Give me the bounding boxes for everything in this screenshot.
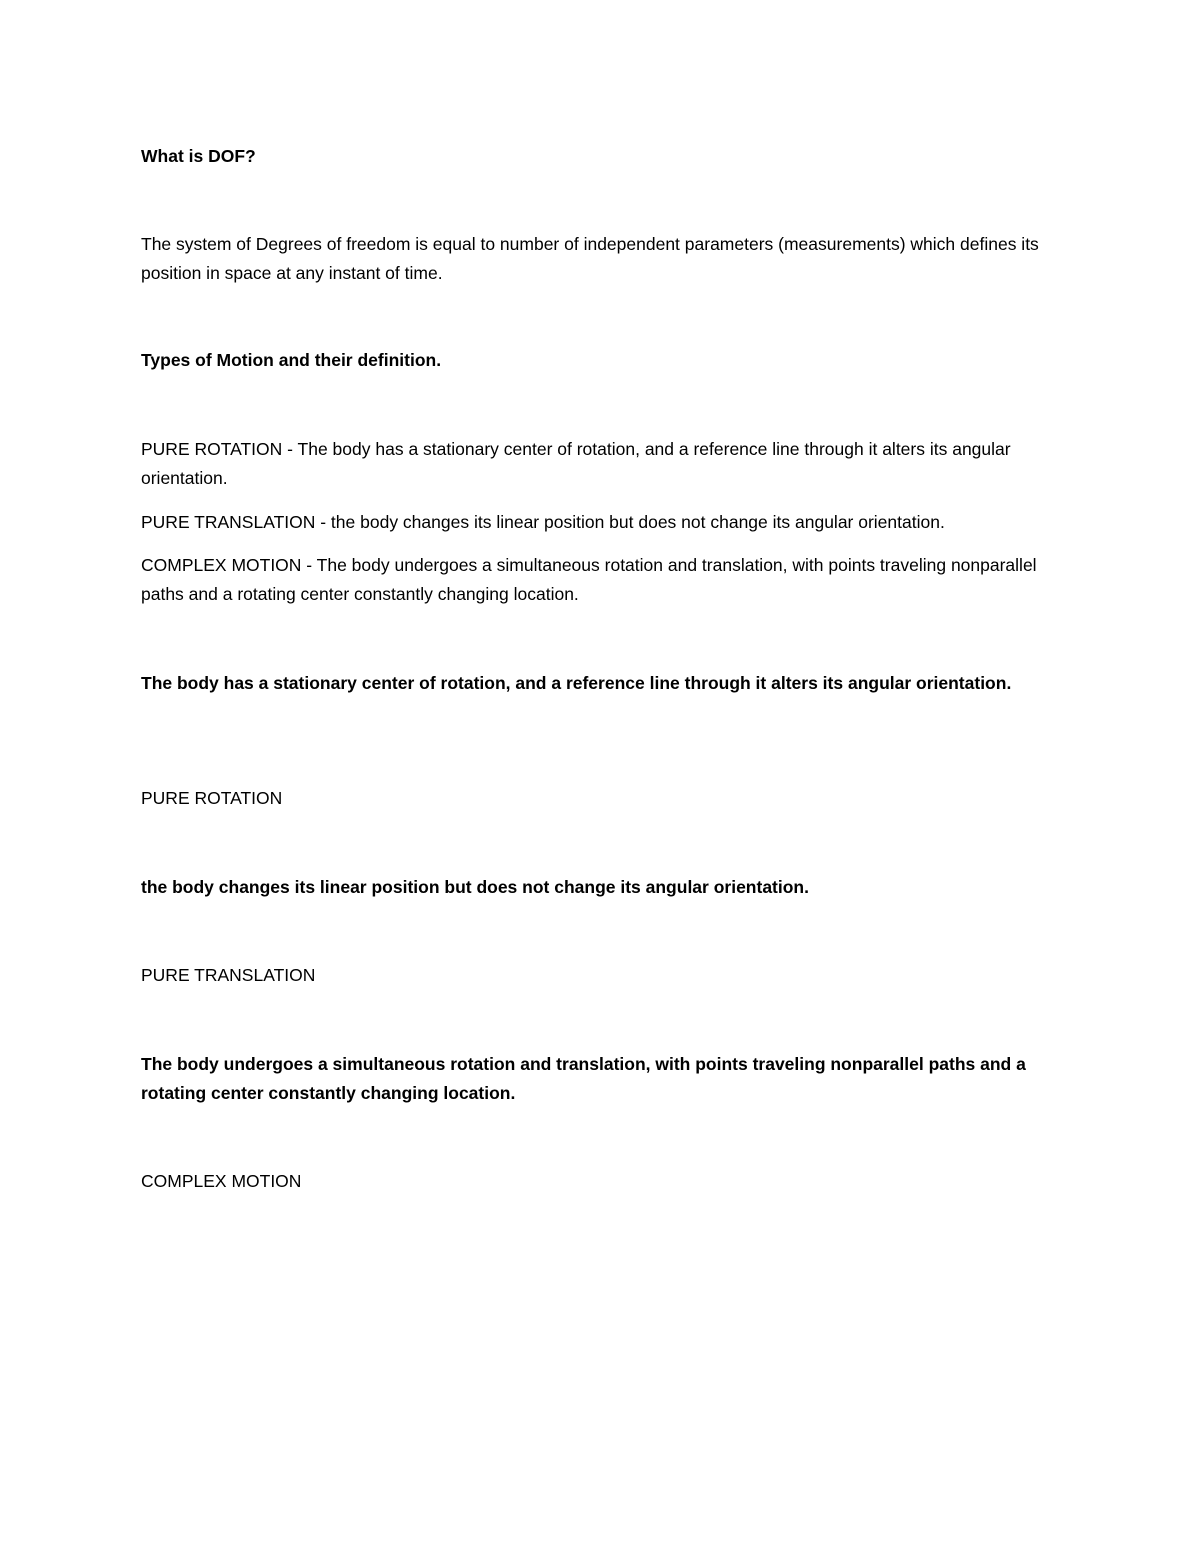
dof-definition-paragraph: The system of Degrees of freedom is equal to number of independent parameters (measurements) which defines its position in space at any instant of time.	[141, 234, 1039, 283]
question-pure-rotation: The body has a stationary center of rotation, and a reference line through it alters its angular orientation.	[141, 673, 1012, 693]
heading-what-is-dof: What is DOF?	[141, 146, 256, 166]
question-complex-motion: The body undergoes a simultaneous rotation and translation, with points traveling nonparallel paths and a rotating center constantly changing location.	[141, 1054, 1026, 1103]
definition-pure-rotation: PURE ROTATION - The body has a stationary center of rotation, and a reference line through it alters its angular orientation.	[141, 439, 1011, 488]
definition-pure-translation: PURE TRANSLATION - the body changes its linear position but does not change its angular orientation.	[141, 512, 945, 532]
answer-pure-rotation: PURE ROTATION	[141, 788, 283, 808]
heading-types-of-motion: Types of Motion and their definition.	[141, 350, 442, 370]
definition-complex-motion: COMPLEX MOTION - The body undergoes a simultaneous rotation and translation, with points traveling nonparallel paths and a rotating center constantly changing location.	[141, 555, 1037, 604]
question-pure-translation: the body changes its linear position but does not change its angular orientation.	[141, 877, 809, 897]
answer-pure-translation: PURE TRANSLATION	[141, 965, 316, 985]
answer-complex-motion: COMPLEX MOTION	[141, 1171, 302, 1191]
